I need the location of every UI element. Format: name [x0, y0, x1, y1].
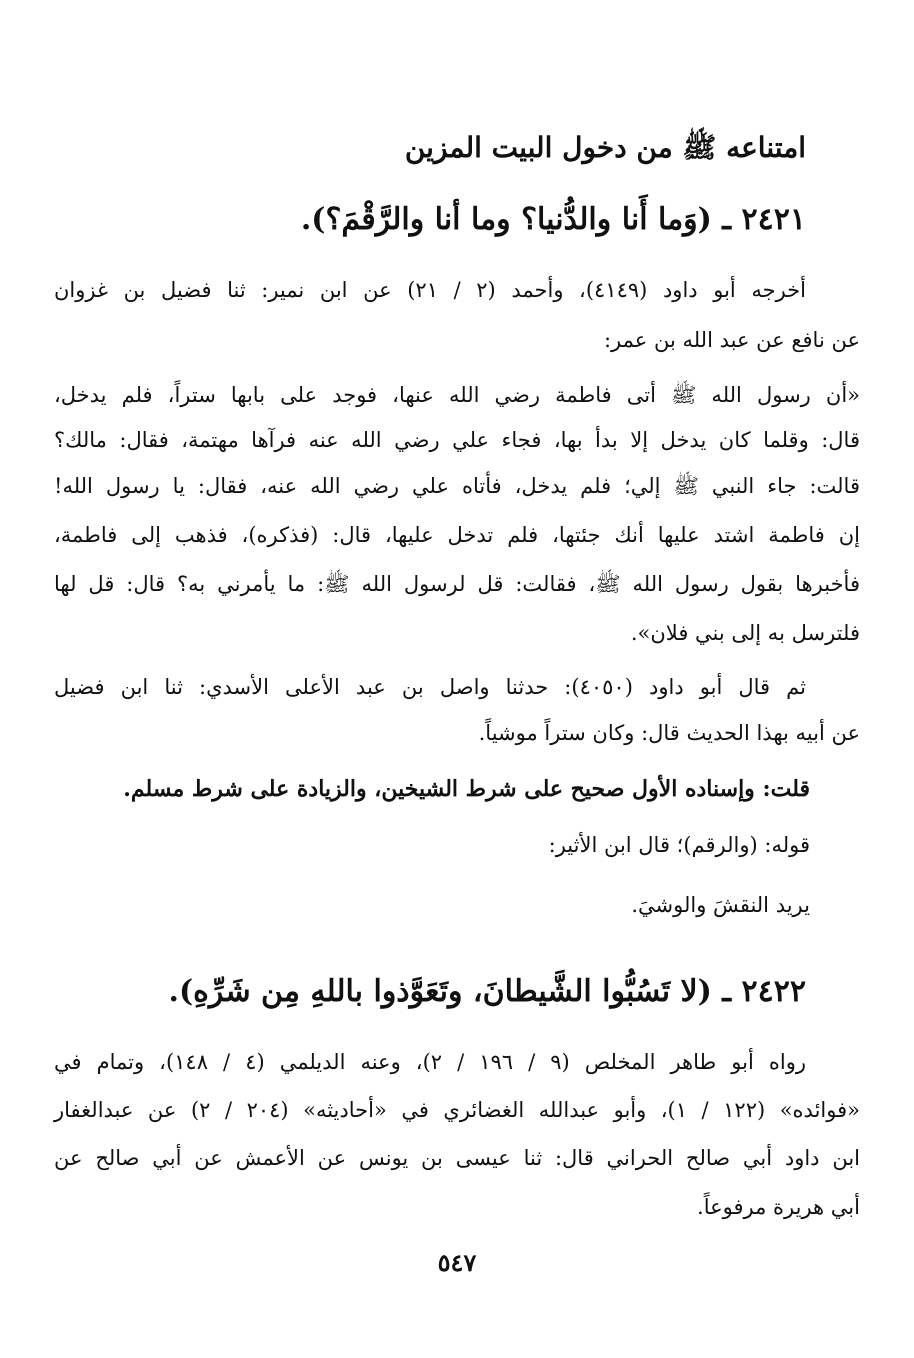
hadith-2421-heading: ٢٤٢١ ـ (وَما أَنا والدُّنيا؟ وما أنا والرَّقْمَ؟). — [300, 202, 806, 237]
hadith-2421-text-line: فأخبرها بقول رسول الله ﷺ، فقالت: قل لرسول الله ﷺ: ما يأمرني به؟ قال: قل لها — [54, 572, 860, 596]
chapter-title: امتناعه ﷺ من دخول البيت المزين — [404, 131, 806, 164]
hadith-2422-takhrij-line: أبي هريرة مرفوعاً. — [697, 1195, 860, 1219]
page-number: ٥٤٧ — [437, 1248, 477, 1277]
hadith-2421-takhrij-line: أخرجه أبو داود (٤١٤٩)، وأحمد (٢ / ٢١) عن ابن نمير: ثنا فضيل بن غزوان — [54, 278, 806, 302]
hadith-2421-text-line: قالت: جاء النبي ﷺ إلي؛ فلم يدخل، فأتاه علي رضي الله عنه، فقال: يا رسول الله! — [54, 474, 860, 498]
hadith-2421-text-line: قال: وقلما كان يدخل إلا بدأ بها، فجاء علي رضي الله عنه فرآها مهتمة، فقال: مالك؟ — [54, 428, 860, 452]
hadith-2421-text-line: «أن رسول الله ﷺ أتى فاطمة رضي الله عنها، فوجد على بابها ستراً، فلم يدخل، — [54, 383, 860, 407]
hadith-2421-takhrij-line: عن نافع عن عبد الله بن عمر: — [603, 328, 860, 352]
hadith-2422-takhrij-line: رواه أبو طاهر المخلص (٩ / ١٩٦ / ٢)، وعنه الديلمي (٤ / ١٤٨)، وتمام في — [54, 1050, 806, 1074]
hadith-2421-verdict: قلت: وإسناده الأول صحيح على شرط الشيخين، والزيادة على شرط مسلم. — [123, 776, 810, 802]
hadith-2421-second-chain-line: عن أبيه بهذا الحديث قال: وكان ستراً موشياً. — [478, 721, 860, 745]
hadith-2422-heading: ٢٤٢٢ ـ (لا تَسُبُّوا الشَّيطانَ، وتَعَوَّذوا باللهِ مِن شَرِّهِ). — [168, 974, 806, 1009]
hadith-2422-takhrij-line: «فوائده» (١٢٢ / ١)، وأبو عبدالله الغضائري في «أحاديثه» (٢٠٤ / ٢) عن عبدالغفار — [54, 1098, 860, 1122]
hadith-2421-text-line: إن فاطمة اشتد عليها أنك جئتها، فلم تدخل عليها، قال: (فذكره)، فذهب إلى فاطمة، — [54, 523, 860, 547]
hadith-2421-explanation-line: يريد النقشَ والوشيَ. — [631, 893, 810, 917]
hadith-2421-text-line: فلترسل به إلى بني فلان». — [630, 621, 860, 645]
hadith-2421-second-chain-line: ثم قال أبو داود (٤٠٥٠): حدثنا واصل بن عبد الأعلى الأسدي: ثنا ابن فضيل — [54, 675, 806, 699]
hadith-2422-takhrij-line: ابن داود أبي صالح الحراني قال: ثنا عيسى بن يونس عن الأعمش عن أبي صالح عن — [54, 1146, 860, 1170]
hadith-2421-explanation-line: قوله: (والرقم)؛ قال ابن الأثير: — [548, 833, 810, 857]
